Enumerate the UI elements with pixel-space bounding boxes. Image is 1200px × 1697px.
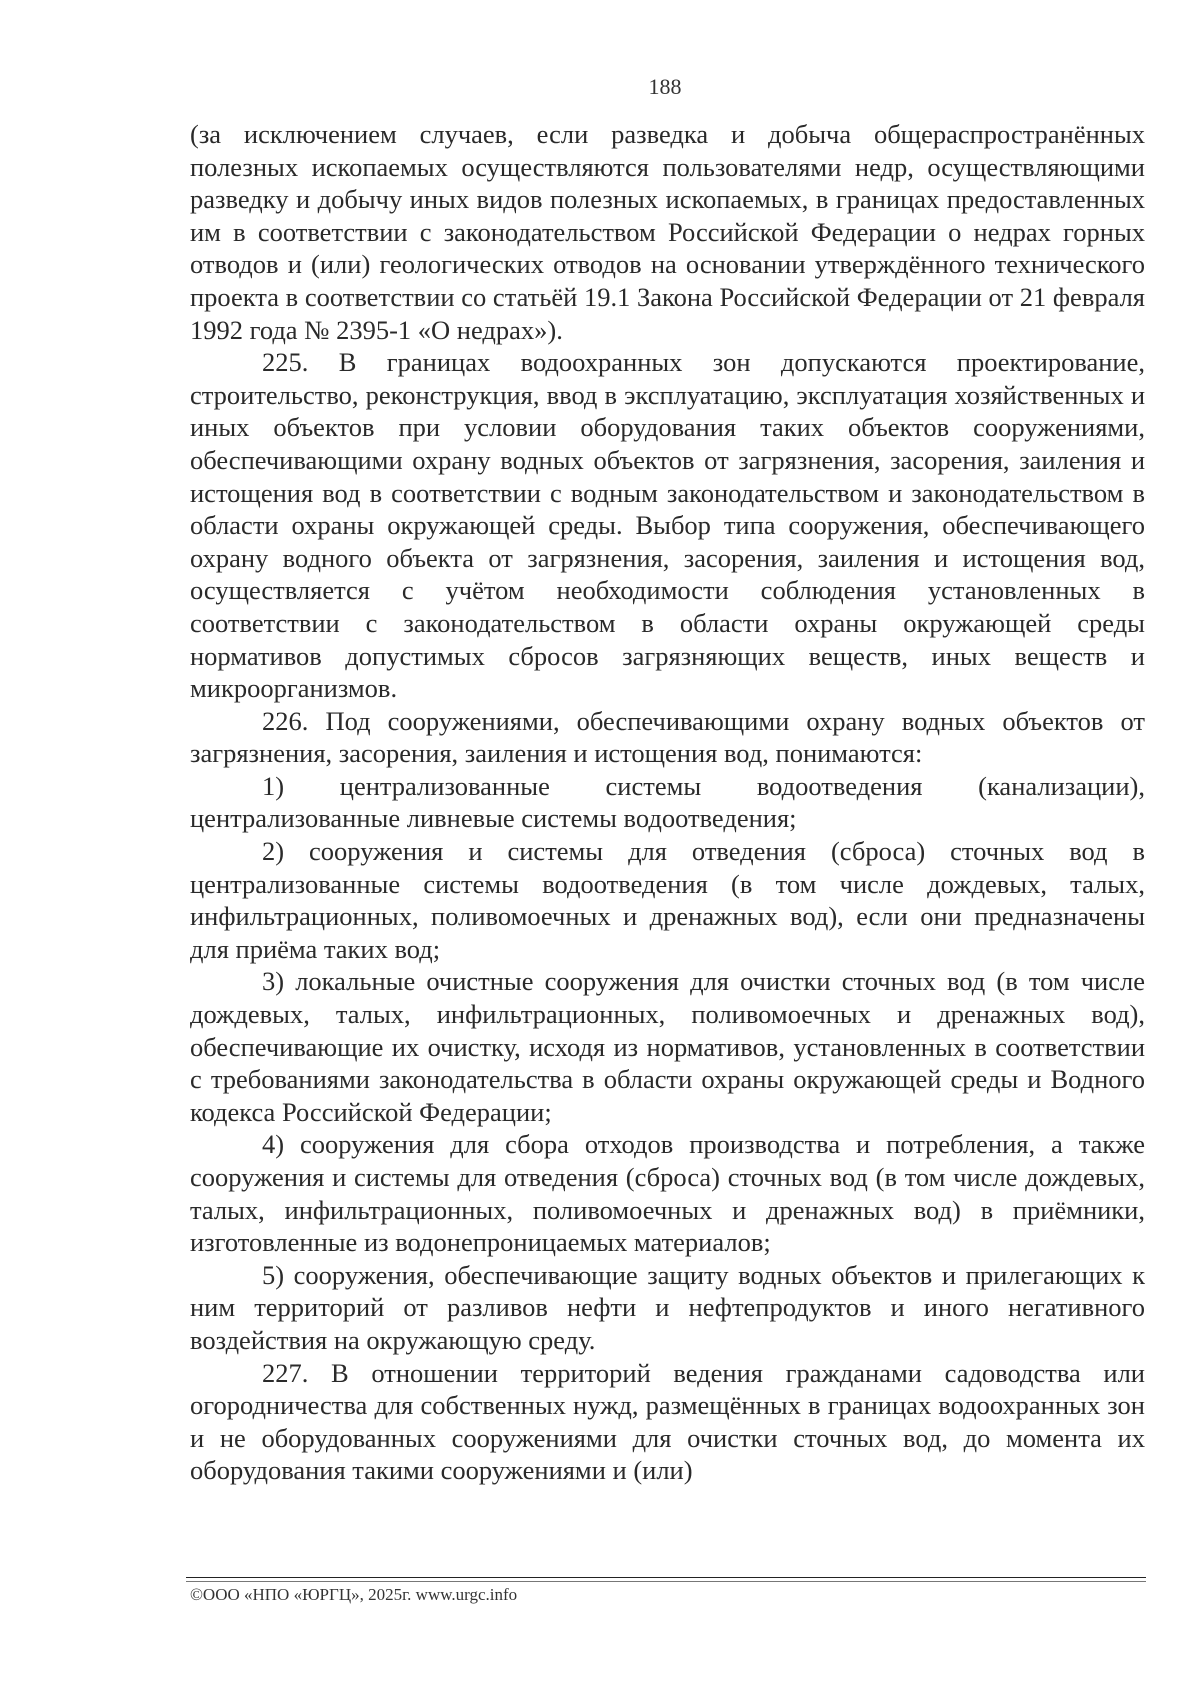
paragraph-227: 227. В отношении территорий ведения гражданами садоводства или огородничества для собственных нужд, размещённых в границах водоохранных зон и не оборудованных сооружениями для очистки сточных вод, до момента их оборудования такими сооружениями и (или) — [190, 1357, 1145, 1486]
paragraph-225: 225. В границах водоохранных зон допускаются проектирование, строительство, реконструкция, ввод в эксплуатацию, эксплуатация хозяйственных и иных объектов при условии оборудования таких объектов сооружениями, обеспечивающими охрану водных объектов от загрязнения, засорения, заиления и истощения вод в соответствии с водным законодательством и законодательством в области охраны окружающей среды. Выбор типа сооружения, обеспечивающего охрану водного объекта от загрязнения, засорения, заиления и истощения вод, осуществляется с учётом необходимости соблюдения установленных в соответствии с законодательством в области охраны окружающей среды нормативов допустимых сбросов загрязняющих веществ, иных веществ и микроорганизмов. — [190, 347, 1145, 704]
list-item-1: 1) централизованные системы водоотведения (канализации), централизованные ливневые системы водоотведения; — [190, 770, 1145, 834]
paragraph-226: 226. Под сооружениями, обеспечивающими охрану водных объектов от загрязнения, засорения, заиления и истощения вод, понимаются: — [190, 705, 1145, 769]
footer-rule-thin — [186, 1581, 1146, 1582]
list-item-5: 5) сооружения, обеспечивающие защиту водных объектов и прилегающих к ним территорий от разливов нефти и нефтепродуктов и иного негативного воздействия на окружающую среду. — [190, 1259, 1145, 1355]
footer-copyright: ©ООО «НПО «ЮРГЦ», 2025г. www.urgc.info — [190, 1585, 518, 1604]
list-item-4: 4) сооружения для сбора отходов производства и потребления, а также сооружения и системы для отведения (сброса) сточных вод (в том числе дождевых, талых, инфильтрационных, поливомоечных и дренажных вод) в приёмники, изготовленные из водонепроницаемых материалов; — [190, 1129, 1145, 1258]
page-number: 188 — [648, 74, 682, 99]
paragraph-continuation: (за исключением случаев, если разведка и добыча общераспространённых полезных ископаемых осуществляются пользователями недр, осуществляющими разведку и добычу иных видов полезных ископаемых, в границах предоставленных им в соответствии с законодательством Российской Федерации о недрах горных отводов и (или) геологических отводов на основании утверждённого технического проекта в соответствии со статьёй 19.1 Закона Российской Федерации от 21 февраля 1992 года № 2395-1 «О недрах»). — [190, 119, 1145, 345]
footer-rule — [186, 1577, 1146, 1578]
list-item-3: 3) локальные очистные сооружения для очистки сточных вод (в том числе дождевых, талых, инфильтрационных, поливомоечных и дренажных вод), обеспечивающие их очистку, исходя из нормативов, установленных в соответствии с требованиями законодательства в области охраны окружающей среды и Водного кодекса Российской Федерации; — [190, 966, 1145, 1127]
document-body — [190, 118, 1145, 1487]
list-item-2: 2) сооружения и системы для отведения (сброса) сточных вод в централизованные системы водоотведения (в том числе дождевых, талых, инфильтрационных, поливомоечных и дренажных вод), если они предназначены для приёма таких вод; — [190, 836, 1145, 964]
